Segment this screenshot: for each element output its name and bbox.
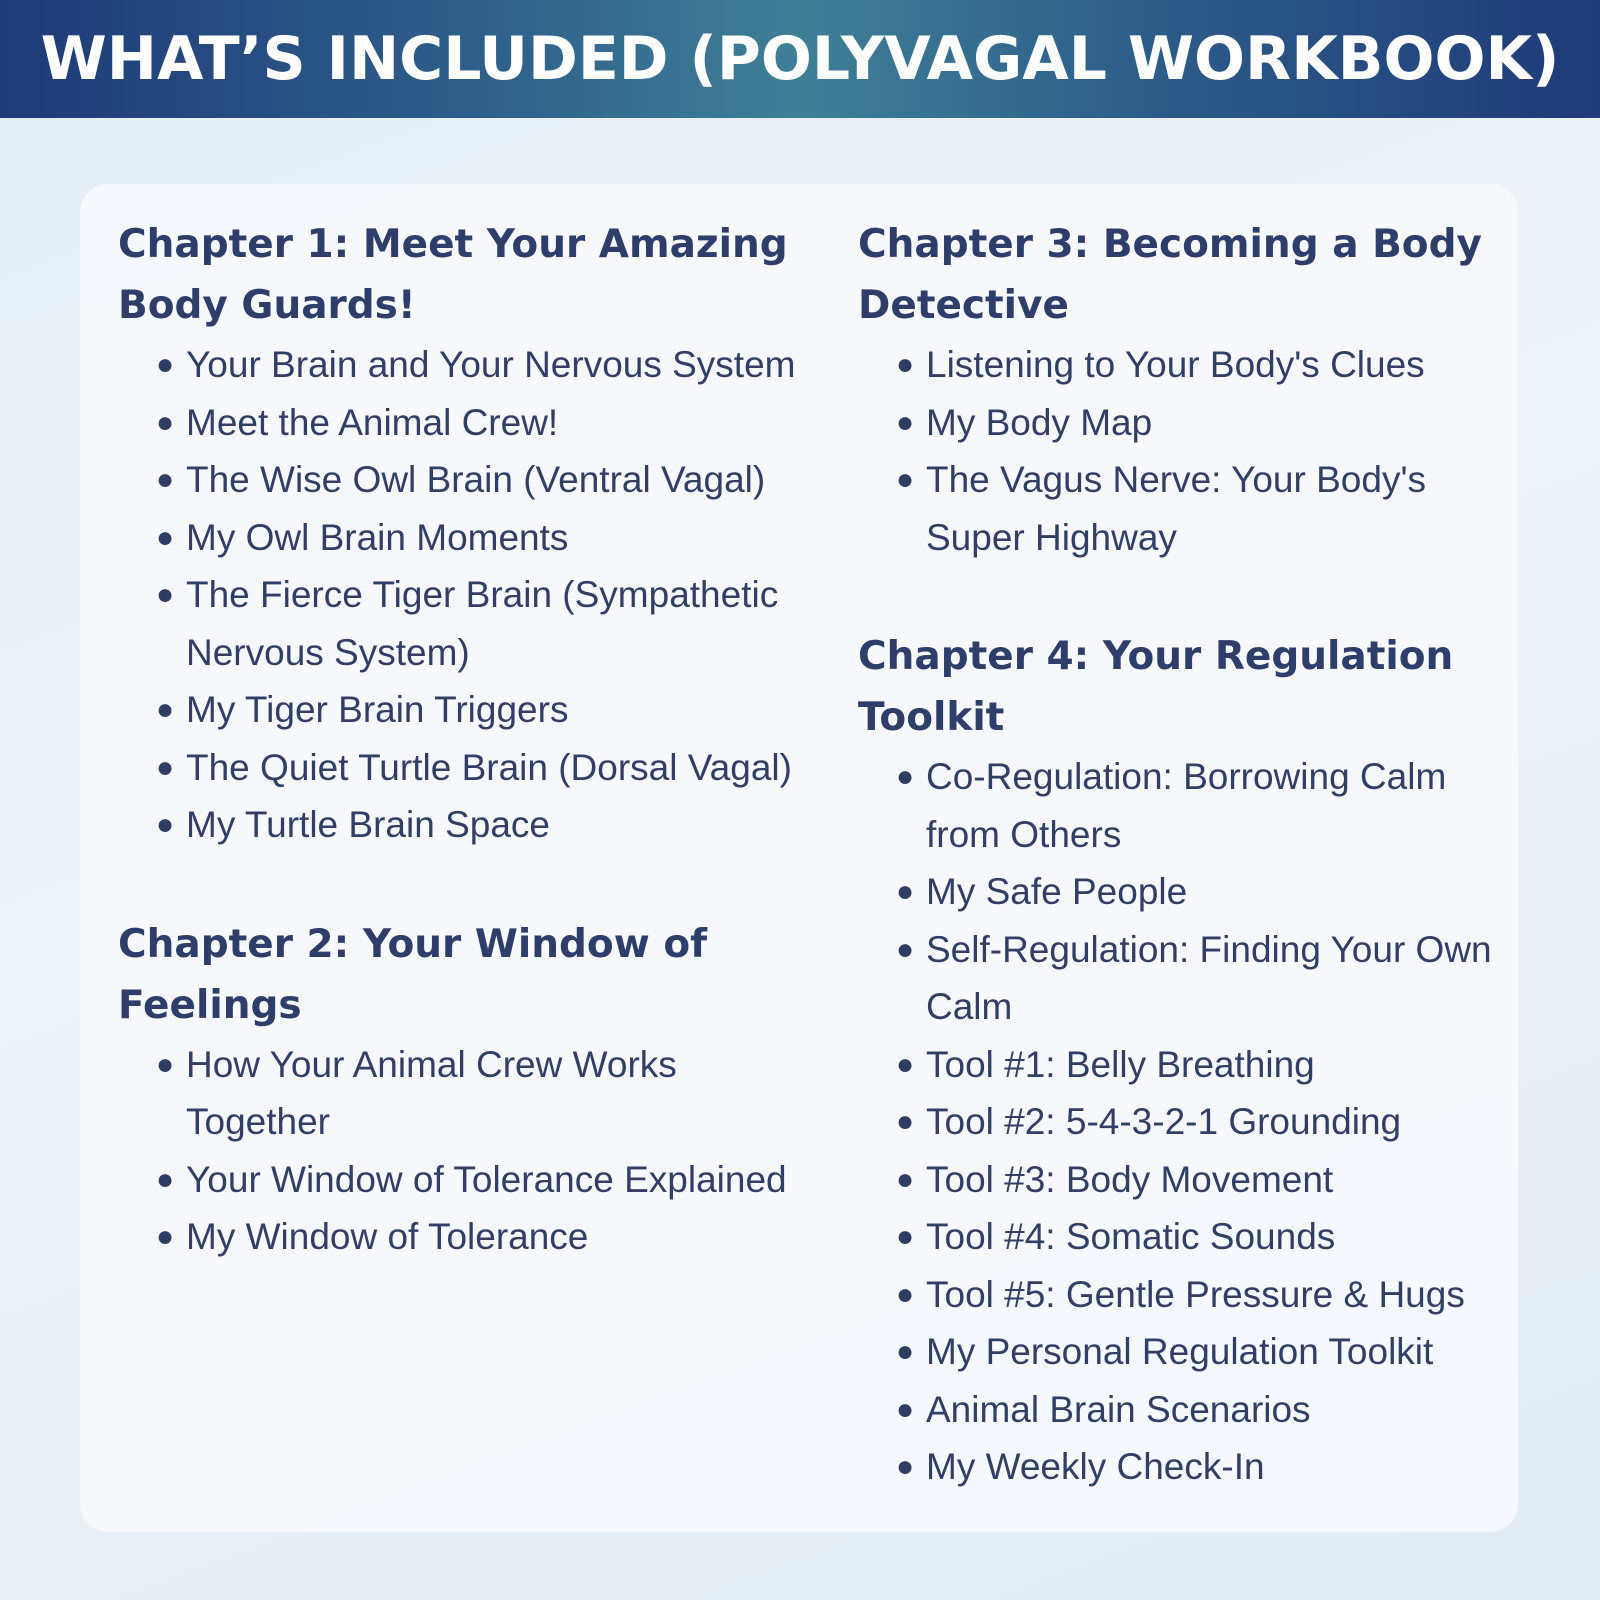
list-item-label: Tool #2: 5-4-3-2-1 Grounding [926, 1101, 1402, 1142]
list-item [858, 1438, 1498, 1496]
right-column [858, 214, 1498, 1556]
bullet-icon: ● [156, 463, 175, 496]
chapter-3 [858, 214, 1498, 566]
list-item [118, 1208, 808, 1266]
list-item-label: My Weekly Check-In [926, 1446, 1265, 1487]
list-item [858, 1208, 1498, 1266]
list-item [858, 1093, 1498, 1151]
list-item [858, 1381, 1498, 1439]
list-item [858, 1323, 1498, 1381]
list-item-label: The Fierce Tiger Brain (Sympathetic Nervous System) [186, 574, 779, 673]
list-item-label: How Your Animal Crew Works Together [186, 1043, 677, 1142]
list-item-label: My Body Map [926, 401, 1153, 443]
bullet-icon: ● [156, 348, 175, 381]
bullet-icon: ● [896, 1220, 915, 1253]
chapter-item-list [118, 336, 808, 854]
bullet-icon: ● [896, 1392, 915, 1426]
list-item [118, 1036, 808, 1151]
bullet-icon: ● [156, 693, 175, 726]
list-item-label: The Wise Owl Brain (Ventral Vagal) [186, 459, 766, 500]
chapter-title: Chapter 2: Your Window of Feelings [118, 921, 708, 1028]
bullet-icon: ● [156, 578, 175, 611]
list-item-label: Tool #4: Somatic Sounds [926, 1216, 1336, 1257]
chapter-4 [858, 626, 1498, 1496]
list-item-label: Your Brain and Your Nervous System [186, 344, 796, 385]
list-item [858, 1151, 1498, 1209]
chapter-item-list [118, 1036, 808, 1266]
bullet-icon: ● [896, 1277, 915, 1311]
list-item-label: Self-Regulation: Finding Your Own Calm [926, 928, 1492, 1027]
header-banner [0, 0, 1600, 118]
list-item-label: Co-Regulation: Borrowing Calm from Others [926, 756, 1447, 855]
list-item [118, 739, 808, 797]
bullet-icon: ● [156, 1162, 175, 1196]
bullet-icon: ● [896, 760, 915, 793]
bullet-icon: ● [156, 1047, 175, 1081]
list-item [118, 566, 808, 681]
list-item [858, 921, 1498, 1036]
list-item [118, 1151, 808, 1209]
page-title: WHAT’S INCLUDED (POLYVAGAL WORKBOOK) [40, 24, 1560, 94]
list-item [858, 394, 1498, 452]
list-item [118, 451, 808, 509]
bullet-icon: ● [896, 348, 915, 381]
bullet-icon: ● [156, 405, 175, 439]
bullet-icon: ● [896, 463, 915, 496]
list-item-label: My Owl Brain Moments [186, 516, 569, 558]
list-item [118, 796, 808, 854]
chapter-title: Chapter 4: Your Regulation Toolkit [858, 634, 1454, 740]
list-item-label: Tool #5: Gentle Pressure & Hugs [926, 1273, 1465, 1315]
chapter-title: Chapter 3: Becoming a Body Detective [858, 222, 1482, 328]
contents-card [80, 184, 1518, 1532]
list-item-label: Animal Brain Scenarios [926, 1388, 1311, 1430]
list-item-label: My Window of Tolerance [186, 1216, 589, 1257]
list-item [858, 748, 1498, 863]
bullet-icon: ● [896, 1450, 915, 1483]
bullet-icon: ● [156, 808, 175, 841]
chapter-1 [118, 214, 808, 854]
chapter-item-list [858, 748, 1498, 1496]
bullet-icon: ● [896, 1105, 915, 1138]
bullet-icon: ● [156, 1220, 175, 1253]
list-item [118, 336, 808, 394]
list-item-label: My Personal Regulation Toolkit [926, 1331, 1434, 1372]
bullet-icon: ● [896, 875, 915, 908]
chapter-title: Chapter 1: Meet Your Amazing Body Guards! [118, 222, 788, 328]
list-item [118, 394, 808, 452]
list-item-label: Your Window of Tolerance Explained [186, 1158, 787, 1200]
list-item-label: Tool #1: Belly Breathing [926, 1043, 1315, 1085]
left-column [118, 214, 808, 1326]
list-item-label: My Safe People [926, 871, 1188, 912]
bullet-icon: ● [896, 1162, 915, 1196]
list-item-label: Listening to Your Body's Clues [926, 344, 1425, 385]
bullet-icon: ● [896, 1335, 915, 1368]
list-item-label: My Tiger Brain Triggers [186, 689, 569, 730]
bullet-icon: ● [156, 520, 175, 554]
list-item-label: Meet the Animal Crew! [186, 401, 559, 443]
list-item [118, 509, 808, 567]
bullet-icon: ● [896, 1047, 915, 1081]
list-item-label: Tool #3: Body Movement [926, 1158, 1334, 1200]
list-item-label: The Quiet Turtle Brain (Dorsal Vagal) [186, 746, 792, 788]
chapter-2 [118, 914, 808, 1266]
list-item-label: The Vagus Nerve: Your Body's Super Highway [926, 459, 1427, 558]
list-item [858, 451, 1498, 566]
list-item [118, 681, 808, 739]
list-item-label: My Turtle Brain Space [186, 804, 550, 845]
bullet-icon: ● [156, 750, 175, 784]
bullet-icon: ● [896, 405, 915, 439]
list-item [858, 863, 1498, 921]
list-item [858, 1036, 1498, 1094]
list-item [858, 336, 1498, 394]
list-item [858, 1266, 1498, 1324]
bullet-icon: ● [896, 932, 915, 966]
chapter-item-list [858, 336, 1498, 566]
